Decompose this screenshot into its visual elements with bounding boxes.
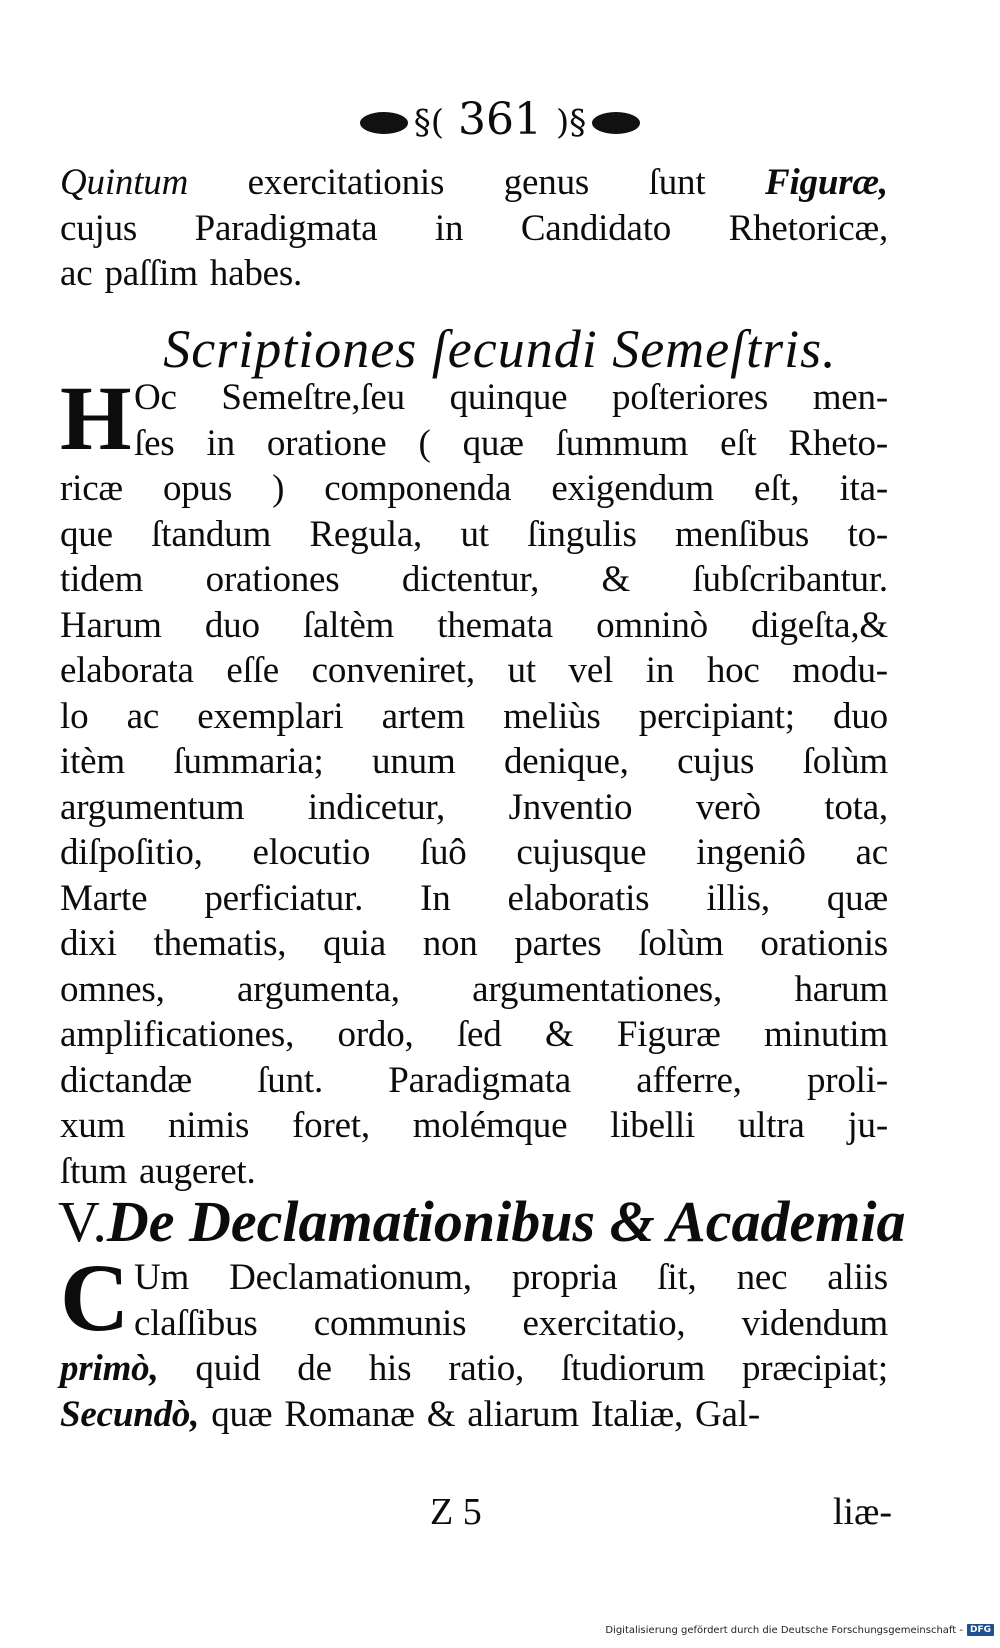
word: cujus <box>677 741 755 782</box>
text-line <box>60 739 888 785</box>
word: & <box>601 559 631 600</box>
text-line <box>60 1346 888 1392</box>
chapter-title: De Declamationibus & Academia <box>106 1189 906 1254</box>
word: ſunt <box>648 162 706 203</box>
word: ſummaria; <box>173 741 324 782</box>
word: ſes <box>134 422 175 464</box>
dfg-logo: DFG <box>967 1624 994 1636</box>
word: præcipiat; <box>741 1348 888 1389</box>
word: conveniret, <box>311 650 475 691</box>
text-line <box>60 785 888 831</box>
text-line <box>60 160 888 206</box>
word: exemplari <box>197 695 344 737</box>
word: meliùs <box>503 695 601 737</box>
word: ingeniô <box>696 832 806 873</box>
word: ſit, <box>657 1257 697 1298</box>
word: exercitatio, <box>522 1302 686 1344</box>
word: quæ <box>826 877 888 919</box>
word: cujusque <box>516 832 647 873</box>
word: ſtandum <box>151 513 272 555</box>
word: elaborata <box>60 650 194 691</box>
word: videndum <box>741 1302 888 1344</box>
word: omnes, <box>60 968 165 1010</box>
word: ſaltèm <box>302 604 395 646</box>
word: aliarum <box>467 1393 579 1435</box>
word: ſingulis <box>527 513 637 555</box>
word: tota, <box>824 786 888 828</box>
text-line <box>60 375 888 421</box>
drop-cap-h: H <box>60 367 132 469</box>
word: dictandæ <box>60 1059 192 1101</box>
word: eſſe <box>226 650 280 691</box>
word: artem <box>381 695 465 737</box>
paragraph-semester <box>60 375 888 1194</box>
text-line <box>60 603 888 649</box>
word: to- <box>847 513 888 555</box>
word: ſummum <box>555 422 689 464</box>
text-line <box>60 1301 888 1347</box>
word: Italiæ, <box>590 1393 684 1435</box>
word: in <box>434 207 464 249</box>
word: ſubſcribantur. <box>692 559 888 600</box>
ornament-left-icon <box>360 112 408 134</box>
word: dixi <box>60 923 117 964</box>
word: orationes <box>205 559 340 600</box>
word: Jnventio <box>508 786 633 828</box>
signature-line <box>60 1490 892 1540</box>
word: menſibus <box>675 513 810 555</box>
word: argumenta, <box>237 968 400 1010</box>
word: Rheto- <box>788 422 888 464</box>
word: exercitationis <box>247 162 445 203</box>
digitization-footer <box>605 1624 994 1636</box>
word: molémque <box>412 1105 568 1146</box>
text-line <box>60 251 888 297</box>
word: non <box>422 923 478 964</box>
word: vel <box>568 650 614 691</box>
word: libelli <box>610 1105 696 1146</box>
word: ac <box>126 695 160 737</box>
page-header <box>0 94 1000 145</box>
footer-text: Digitalisierung gefördert durch die Deutsche Forschungsgemeinschaft - <box>605 1624 963 1636</box>
word: aliis <box>827 1257 888 1298</box>
paragraph-figures <box>60 160 888 297</box>
word: Paradigmata <box>388 1059 571 1101</box>
text-line <box>60 694 888 740</box>
word: amplificationes, <box>60 1014 295 1055</box>
text-line <box>60 512 888 558</box>
signature-mark: Z 5 <box>430 1491 482 1533</box>
word: in <box>206 422 235 464</box>
word: ſed <box>456 1014 502 1055</box>
word: nec <box>736 1257 788 1298</box>
word: his <box>368 1348 412 1389</box>
text-line <box>60 876 888 922</box>
word: que <box>60 513 113 555</box>
word: ut <box>507 650 536 691</box>
word: unum <box>372 741 456 782</box>
word: opus <box>162 468 233 509</box>
word: elocutio <box>252 832 371 873</box>
word: Candidato <box>520 207 672 249</box>
word: de <box>297 1348 332 1389</box>
word: lo <box>60 695 89 737</box>
text-line <box>60 466 888 512</box>
word: orationis <box>760 923 888 964</box>
word: hoc <box>706 650 760 691</box>
word: oratione <box>266 422 387 464</box>
word: ultra <box>737 1105 805 1146</box>
word: harum <box>794 968 888 1010</box>
word: Quintum <box>60 162 189 203</box>
word: duo <box>204 604 260 646</box>
word: ac <box>60 253 93 294</box>
word: Secundò, <box>60 1393 200 1435</box>
word: Semeſtre,ſeu <box>221 377 405 418</box>
word: perficiatur. <box>204 877 364 919</box>
text-line <box>60 1103 888 1149</box>
word: ſtudiorum <box>560 1348 706 1389</box>
word: ita- <box>839 468 888 509</box>
word: argumentationes, <box>472 968 723 1010</box>
word: ſolùm <box>638 923 724 964</box>
word: propria <box>511 1257 618 1298</box>
word: habes. <box>209 253 303 294</box>
word: percipiant; <box>638 695 795 737</box>
word: ) <box>272 468 285 509</box>
text-line <box>60 1255 888 1301</box>
text-line <box>60 1392 888 1438</box>
ornament-right-icon <box>592 112 640 134</box>
word: itèm <box>60 741 125 782</box>
catchword: liæ- <box>832 1491 892 1533</box>
word: dictentur, <box>401 559 540 600</box>
word: & <box>426 1393 456 1435</box>
word: foret, <box>292 1105 370 1146</box>
word: Figuræ, <box>764 162 888 203</box>
word: duo <box>833 695 888 737</box>
word: & <box>544 1014 574 1055</box>
text-line <box>60 967 888 1013</box>
word: poſteriores <box>612 377 769 418</box>
word: xum <box>60 1105 126 1146</box>
word: argumentum <box>60 786 245 828</box>
word: claſſibus <box>134 1302 258 1344</box>
word: afferre, <box>636 1059 742 1101</box>
word: in <box>645 650 675 691</box>
word: indicetur, <box>307 786 446 828</box>
drop-cap-c: C <box>60 1244 130 1351</box>
word: communis <box>313 1302 467 1344</box>
word: ju- <box>847 1105 888 1146</box>
text-line <box>60 648 888 694</box>
word: Regula, <box>309 513 423 555</box>
ornament-left-bracket: §( <box>413 102 444 143</box>
word: paſſim <box>104 253 198 294</box>
text-line <box>60 206 888 252</box>
page-number: 361 <box>458 94 542 145</box>
word: illis, <box>706 877 770 919</box>
word: In <box>420 877 451 919</box>
word: ac <box>855 832 888 873</box>
word: Oc <box>134 377 177 418</box>
word: modu- <box>792 650 888 691</box>
word: elaboratis <box>507 877 650 919</box>
word: Declamationum, <box>229 1257 472 1298</box>
word: Paradigmata <box>194 207 378 249</box>
word: digeſta,& <box>751 604 888 646</box>
word: quinque <box>449 377 568 418</box>
word: quæ <box>462 422 524 464</box>
word: verò <box>695 786 761 828</box>
word: primò, <box>60 1348 159 1389</box>
word: genus <box>503 162 590 203</box>
word: augeret. <box>139 1150 256 1192</box>
word: Um <box>134 1257 190 1298</box>
word: exigendum <box>551 468 714 509</box>
text-line <box>60 1012 888 1058</box>
word: men- <box>812 377 888 418</box>
word: themata <box>437 604 553 646</box>
word: quid <box>195 1348 261 1389</box>
word: cujus <box>60 207 138 249</box>
word: ſunt. <box>257 1059 324 1101</box>
word: quæ <box>211 1393 273 1435</box>
word: ratio, <box>448 1348 525 1389</box>
word: componenda <box>324 468 512 509</box>
word: thematis, <box>153 923 287 964</box>
word: tidem <box>60 559 144 600</box>
section-heading-scriptiones: Scriptiones ſecundi Semeſtris. <box>163 319 837 379</box>
word: Gal- <box>695 1393 760 1435</box>
text-line <box>60 1058 888 1104</box>
word: ſolùm <box>802 741 888 782</box>
word: minutim <box>763 1014 888 1055</box>
word: ricæ <box>60 468 123 509</box>
text-line <box>60 921 888 967</box>
ornament-right-bracket: )§ <box>555 102 587 143</box>
text-line <box>60 557 888 603</box>
word: ſuô <box>419 832 467 873</box>
chapter-numeral: V. <box>58 1189 107 1254</box>
word: eſt <box>720 422 757 464</box>
word: proli- <box>806 1059 888 1101</box>
word: Harum <box>60 604 162 646</box>
text-line <box>60 830 888 876</box>
word: Rhetoricæ, <box>728 207 888 249</box>
word: nimis <box>167 1105 250 1146</box>
word: quia <box>323 923 386 964</box>
word: denique, <box>503 741 629 782</box>
word: Figuræ <box>616 1014 721 1055</box>
word: diſpoſitio, <box>60 832 203 873</box>
word: ut <box>460 513 489 555</box>
word: ( <box>418 422 431 464</box>
chapter-heading-declamationes <box>58 1188 906 1255</box>
word: ſtum <box>60 1150 128 1192</box>
word: Romanæ <box>284 1393 415 1435</box>
paragraph-declamationes <box>60 1255 888 1437</box>
text-line <box>60 421 888 467</box>
word: partes <box>514 923 602 964</box>
word: Marte <box>60 877 148 919</box>
word: omninò <box>596 604 708 646</box>
word: eſt, <box>753 468 800 509</box>
word: ordo, <box>337 1014 414 1055</box>
